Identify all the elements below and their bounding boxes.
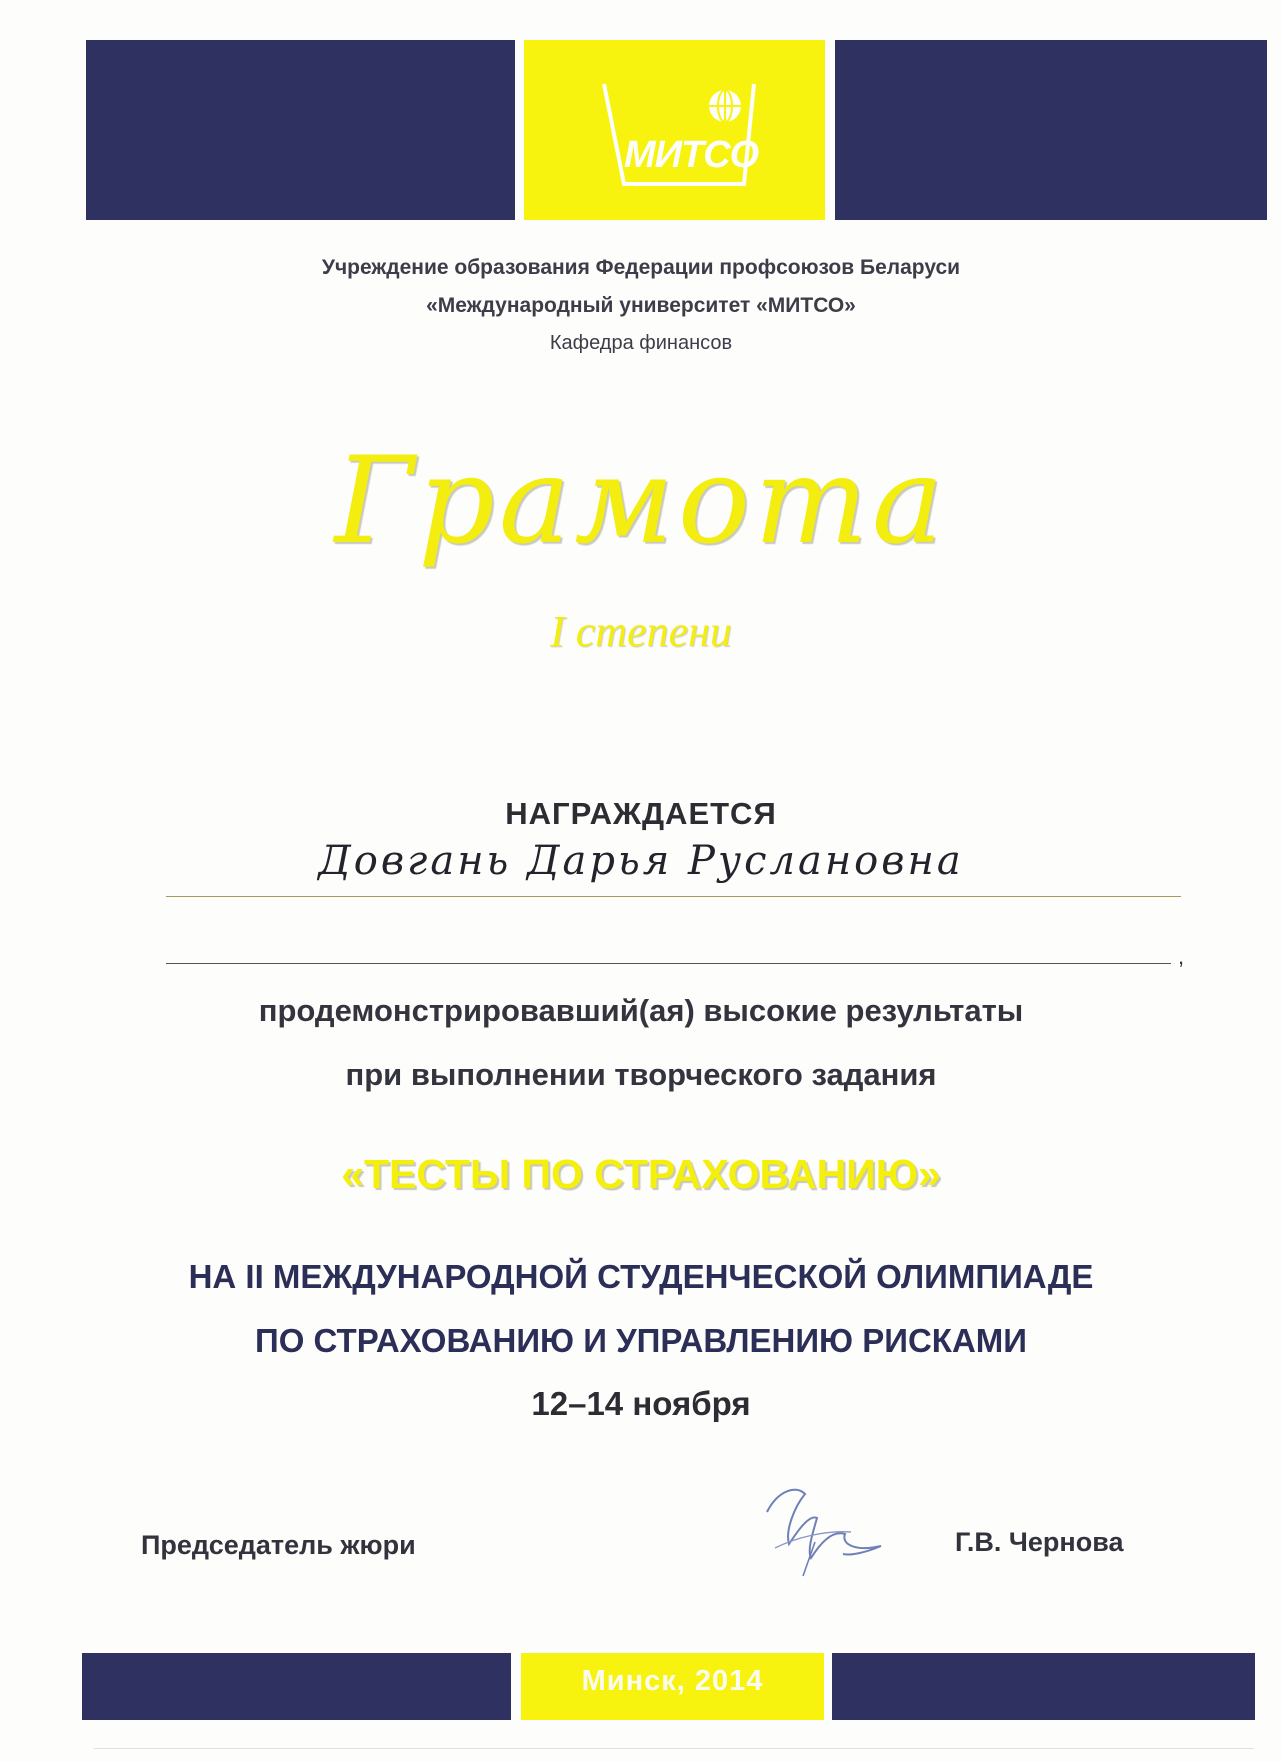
olympiad-line-1: НА II МЕЖДУНАРОДНОЙ СТУДЕНЧЕСКОЙ ОЛИМПИАДЕ bbox=[188, 1258, 1094, 1295]
bottom-right-band bbox=[832, 1653, 1255, 1720]
blank-line bbox=[166, 963, 1171, 964]
certificate-degree: I степени bbox=[550, 607, 732, 656]
name-underline bbox=[166, 896, 1181, 897]
awarded-label: НАГРАЖДАЕТСЯ bbox=[505, 796, 777, 831]
institution-line-1: Учреждение образования Федерации профсоюзов Беларуси bbox=[321, 256, 961, 279]
recipient-name: Довгань Дарья Руслановна bbox=[318, 838, 964, 884]
department: Кафедра финансов bbox=[549, 332, 733, 354]
olympiad-dates: 12–14 ноября bbox=[531, 1385, 751, 1422]
olympiad-line-2: ПО СТРАХОВАНИЮ И УПРАВЛЕНИЮ РИСКАМИ bbox=[254, 1322, 1027, 1359]
jury-chair-name: Г.В. Чернова bbox=[955, 1527, 1124, 1557]
top-left-band bbox=[86, 40, 515, 220]
task-title: «ТЕСТЫ ПО СТРАХОВАНИЮ» bbox=[341, 1151, 941, 1197]
footer-panel bbox=[521, 1653, 824, 1720]
body-line-1: продемонстрировавший(ая) высокие результаты bbox=[258, 993, 1024, 1028]
signature-icon bbox=[755, 1472, 905, 1582]
body-line-2: при выполнении творческого задания bbox=[345, 1057, 937, 1092]
logo-panel bbox=[524, 40, 825, 220]
city-year: Минск, 2014 bbox=[581, 1665, 764, 1697]
logo-text: МИТСО bbox=[624, 134, 759, 176]
certificate-title: Грамота bbox=[334, 432, 948, 571]
top-right-band bbox=[835, 40, 1267, 220]
jury-chair-label: Председатель жюри bbox=[141, 1530, 416, 1560]
mitso-logo-icon bbox=[594, 76, 759, 191]
bottom-left-band bbox=[82, 1653, 511, 1720]
institution-line-2: «Международный университет «МИТСО» bbox=[426, 294, 856, 317]
bottom-edge-line bbox=[94, 1748, 1254, 1749]
line-comma: , bbox=[1178, 944, 1185, 969]
